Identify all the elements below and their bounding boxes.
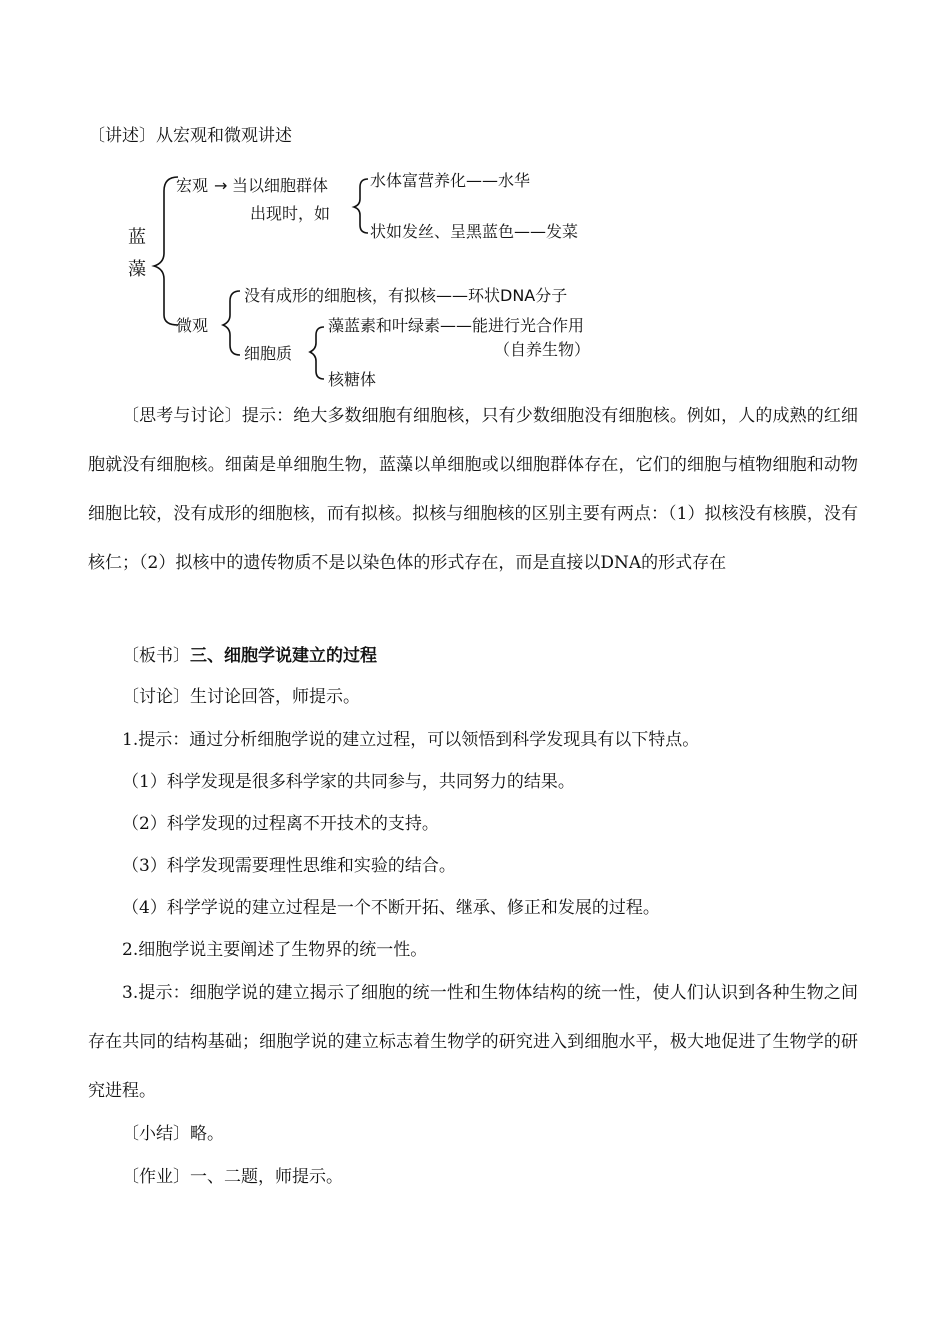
item-1: 1.提示：通过分析细胞学说的建立过程，可以领悟到科学发现具有以下特点。 — [122, 730, 700, 750]
cytoplasm-pigments: 藻蓝素和叶绿素——能进行光合作用 — [328, 316, 585, 335]
micro-label: 微观 — [176, 316, 209, 335]
micro-nucleoid: 没有成形的细胞核，有拟核——环状DNA分子 — [244, 286, 568, 305]
think-tag: 〔思考与讨论〕 — [122, 406, 242, 426]
item-1-sub-4: （4）科学学说的建立过程是一个不断开拓、继承、修正和发展的过程。 — [122, 898, 660, 918]
item-3: 3.提示：细胞学说的建立揭示了细胞的统一性和生物体结构的统一性，使人们认识到各种生物之间存在共同的结构基础；细胞学说的建立标志着生物学的研究进入到细胞水平，极大地促进了生物学的研究进程。 — [88, 983, 858, 1101]
root-char-2: 藻 — [128, 259, 146, 280]
item-2: 2.细胞学说主要阐述了生物界的统一性。 — [122, 940, 428, 960]
homework-line: 〔作业〕一、二题，师提示。 — [122, 1167, 343, 1187]
intro-line: 〔讲述〕从宏观和微观讲述 — [88, 126, 292, 146]
section-title: 三、细胞学说建立的过程 — [190, 646, 377, 666]
item-1-sub-3: （3）科学发现需要理性思维和实验的结合。 — [122, 856, 456, 876]
macro-label: 宏观 — [176, 176, 209, 195]
root-char-1: 蓝 — [128, 227, 146, 248]
cytoplasm-autotroph-note: （自养生物） — [494, 340, 591, 359]
summary-line: 〔小结〕略。 — [122, 1124, 224, 1144]
item-1-sub-1: （1）科学发现是很多科学家的共同参与，共同努力的结果。 — [122, 772, 575, 792]
macro-example-b: 状如发丝、呈黑蓝色——发菜 — [370, 222, 579, 241]
macro-arrow: → — [214, 176, 228, 195]
board-tag: 〔板书〕 — [122, 646, 190, 666]
macro-brace — [354, 179, 368, 233]
cytoplasm-brace — [310, 327, 324, 379]
cytoplasm-ribosome: 核糖体 — [328, 370, 377, 389]
blue-algae-concept-map — [120, 165, 680, 400]
think-paragraph — [88, 392, 858, 588]
micro-brace — [223, 291, 240, 355]
item-1-sub-2: （2）科学发现的过程离不开技术的支持。 — [122, 814, 439, 834]
macro-example-a: 水体富营养化——水华 — [370, 171, 531, 190]
discuss-line: 〔讨论〕生讨论回答，师提示。 — [122, 687, 360, 707]
cytoplasm-label: 细胞质 — [244, 344, 293, 363]
macro-condition-1: 当以细胞群体 — [232, 176, 329, 195]
root-brace — [154, 177, 178, 325]
macro-condition-2: 出现时，如 — [250, 204, 331, 223]
think-body: 提示：绝大多数细胞有细胞核，只有少数细胞没有细胞核。例如，人的成熟的红细胞就没有细胞核。细菌是单细胞生物，蓝藻以单细胞或以细胞群体存在，它们的细胞与植物细胞和动物细胞比较，没有成形的细胞核，而有拟核。拟核与细胞核的区别主要有两点：（1）拟核没有核膜，没有核仁；（2）拟核中的遗传物质不是以染色体的形式存在，而是直接以DNA的形式存在 — [88, 406, 859, 573]
